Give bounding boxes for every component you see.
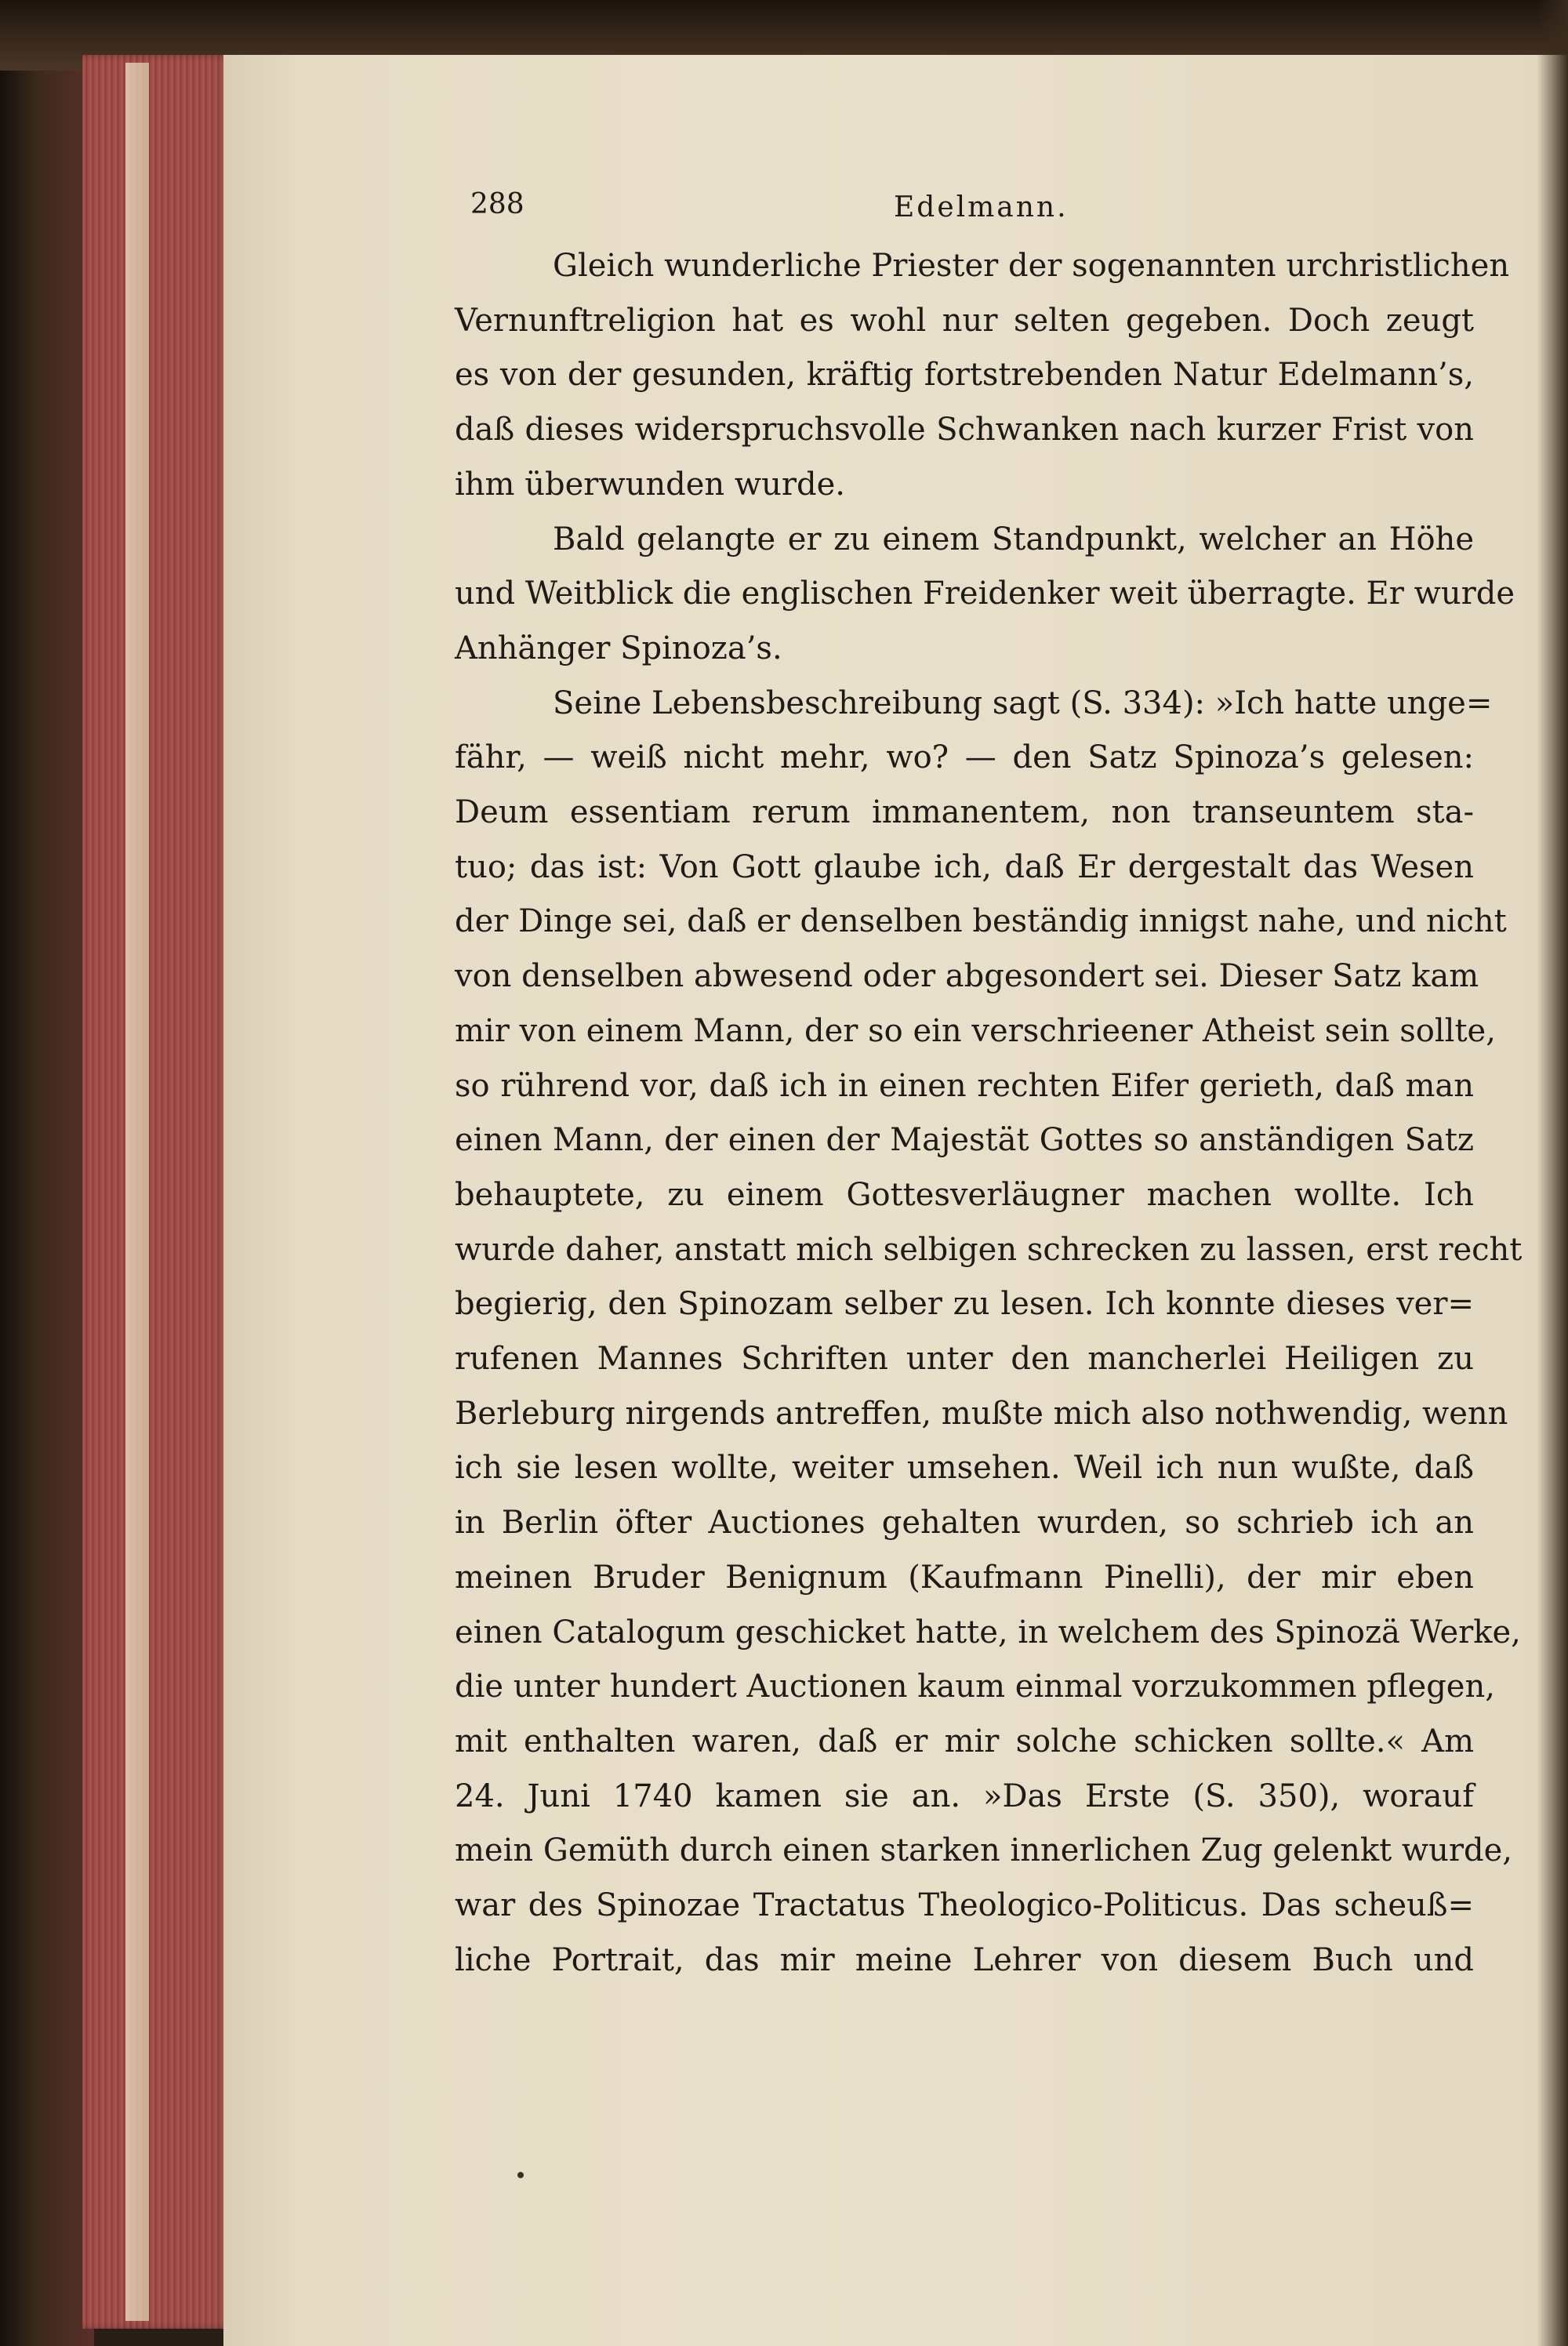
text-line: wurde daher, anstatt mich selbigen schrecken zu lassen, erst recht (455, 1231, 1523, 1268)
book-binding-left (0, 0, 94, 2346)
page-edges-highlight (125, 63, 149, 2321)
book-cover-right (1537, 0, 1568, 2346)
text-line: es von der gesunden, kräftig fortstrebenden Natur Edelmann’s, (455, 357, 1474, 394)
text-line: meinen Bruder Benignum (Kaufmann Pinelli), der mir eben (455, 1559, 1474, 1596)
text-line: daß dieses widerspruchsvolle Schwanken nach kurzer Frist von (455, 412, 1474, 448)
ink-speck (517, 2172, 524, 2178)
text-line: einen Catalogum geschicket hatte, in welchem des Spinozä Werke, (455, 1614, 1521, 1651)
text-line: begierig, den Spinozam selber zu lesen. Ich konnte dieses ver= (455, 1286, 1474, 1323)
text-line: Gleich wunderliche Priester der sogenannten urchristlichen (553, 248, 1510, 284)
text-line: tuo; das ist: Von Gott glaube ich, daß Er dergestalt das Wesen (455, 848, 1474, 885)
body-text (455, 239, 1523, 1988)
text-line: behauptete, zu einem Gottesverläugner machen wollte. Ich (455, 1176, 1474, 1213)
paragraph-3 (455, 677, 1523, 1988)
text-line: Bald gelangte er zu einem Standpunkt, welcher an Höhe (553, 521, 1474, 557)
page-number: 288 (470, 188, 524, 220)
text-line: liche Portrait, das mir meine Lehrer von diesem Buch und (455, 1941, 1474, 1978)
text-line: mein Gemüth durch einen starken innerlichen Zug gelenkt wurde, (455, 1832, 1512, 1869)
text-line: von denselben abwesend oder abgesondert sei. Dieser Satz kam (455, 958, 1479, 995)
text-line: rufenen Mannes Schriften unter den mancherlei Heiligen zu (455, 1341, 1474, 1378)
paragraph-1 (455, 239, 1510, 513)
text-line: mir von einem Mann, der so ein verschrieener Atheist sein sollte, (455, 1012, 1496, 1049)
text-line: die unter hundert Auctionen kaum einmal vorzukommen pflegen, (455, 1669, 1495, 1705)
text-line: Berleburg nirgends antreffen, mußte mich also nothwendig, wenn (455, 1395, 1508, 1432)
text-line: der Dinge sei, daß er denselben beständig innigst nahe, und nicht (455, 903, 1507, 940)
text-line: 24. Juni 1740 kamen sie an. »Das Erste (S. 350), worauf (455, 1778, 1474, 1814)
text-line: Vernunftreligion hat es wohl nur selten gegeben. Doch zeugt (455, 302, 1474, 339)
text-line: Deum essentiam rerum immanentem, non transeuntem sta- (455, 794, 1474, 831)
text-line: in Berlin öfter Auctiones gehalten wurden, so schrieb ich an (455, 1505, 1474, 1542)
text-line: und Weitblick die englischen Freidenker weit überragte. Er wurde (455, 576, 1515, 612)
page-edges (82, 55, 231, 2329)
text-line: ihm überwunden wurde. (455, 466, 845, 503)
text-line: mit enthalten waren, daß er mir solche schicken sollte.« Am (455, 1723, 1474, 1760)
text-line: Anhänger Spinoza’s. (455, 630, 782, 666)
paragraph-2 (455, 513, 1515, 677)
text-line: fähr, — weiß nicht mehr, wo? — den Satz Spinoza’s gelesen: (455, 739, 1474, 776)
text-line: ich sie lesen wollte, weiter umsehen. Weil ich nun wußte, daß (455, 1450, 1474, 1487)
page-header (470, 188, 1474, 235)
text-line: war des Spinozae Tractatus Theologico-Politicus. Das scheuß= (455, 1887, 1474, 1924)
text-line: einen Mann, der einen der Majestät Gottes so anständigen Satz (455, 1122, 1474, 1159)
text-line: so rührend vor, daß ich in einen rechten Eifer gerieth, daß man (455, 1067, 1474, 1104)
text-line: Seine Lebensbeschreibung sagt (S. 334): »Ich hatte unge= (553, 685, 1493, 721)
running-head: Edelmann. (894, 191, 1069, 223)
